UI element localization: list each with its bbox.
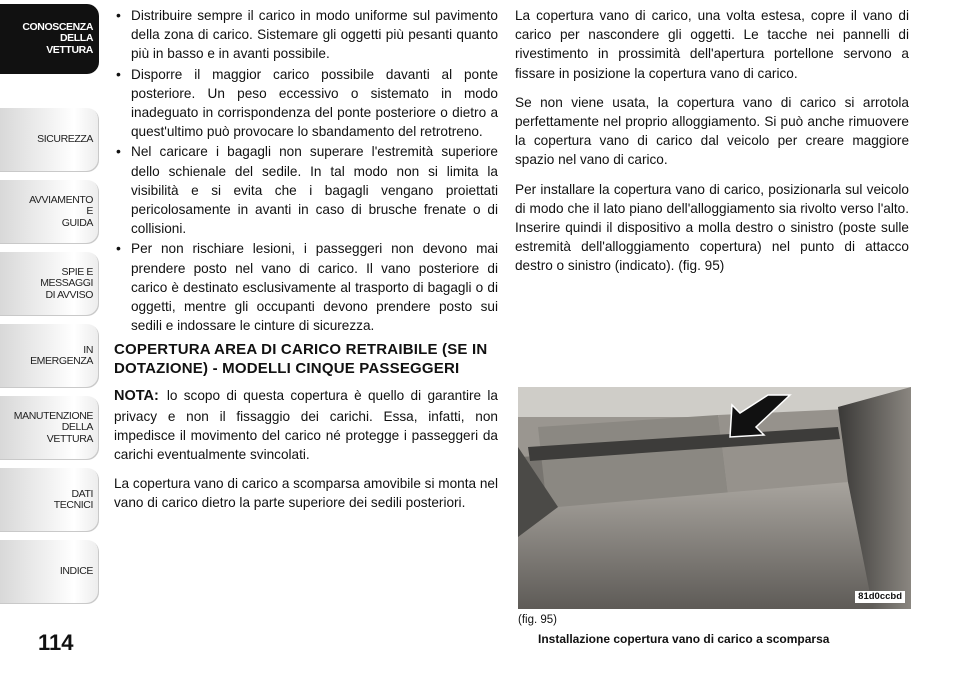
- tab-avviamento-e-guida[interactable]: [0, 180, 99, 244]
- tab-label: DATI TECNICI: [53, 487, 93, 511]
- figure-number: (fig. 95): [518, 614, 557, 626]
- list-item: • Nel caricare i bagagli non superare l'estremità superiore dello schienale del sedile. In tal modo non si limita la visibilità e si evita che i bagagli vengano proiettati pericolosamente in avanti in caso di brusche frenate o di collisioni.: [114, 142, 498, 238]
- tab-label: AVVIAMENTO E GUIDA: [29, 193, 93, 229]
- tab-label: INDICE: [59, 565, 93, 578]
- body-paragraph: Se non viene usata, la copertura vano di carico si arrotola perfettamente nel proprio alloggiamento. Si può anche rimuovere la copertura vano di carico dal veicolo per creare maggiore spazio nel vano di carico.: [515, 94, 909, 168]
- cargo-area-illustration: [518, 387, 911, 609]
- loading-guidelines-list: [114, 6, 498, 335]
- chapter-sidebar: [0, 0, 100, 678]
- tab-label: IN EMERGENZA: [30, 343, 93, 367]
- list-item: • Disporre il maggior carico possibile davanti al ponte posteriore. Un peso eccessivo o sistemato in modo inadeguato in corrispondenza del ponte posteriore o dietro a quest'ultimo può provocare lo sbandamento del retrotreno.: [114, 65, 498, 142]
- list-item: • Distribuire sempre il carico in modo uniforme sul pavimento della zona di carico. Sistemare gli oggetti più pesanti quanto più in basso e in avanti possibile.: [114, 6, 498, 64]
- note-label: NOTA:: [114, 388, 159, 405]
- figure-caption: Installazione copertura vano di carico a scomparsa: [538, 632, 830, 646]
- tab-label: MANUTENZIONE DELLA VETTURA: [13, 409, 93, 445]
- body-paragraph: La copertura vano di carico a scomparsa amovibile si monta nel vano di carico dietro la parte superiore dei sedili posteriori.: [114, 476, 498, 511]
- tab-manutenzione[interactable]: [0, 396, 99, 460]
- left-column: [114, 6, 498, 523]
- section-heading: COPERTURA AREA DI CARICO RETRAIBILE (SE IN DOTAZIONE) - MODELLI CINQUE PASSEGGERI: [114, 341, 488, 377]
- tab-sicurezza[interactable]: [0, 108, 99, 172]
- tab-spie-e-messaggi[interactable]: [0, 252, 99, 316]
- body-paragraph: Per installare la copertura vano di carico, posizionarla sul veicolo di modo che il lato piano dell'alloggiamento sia rivolto verso l'alto. Inserire quindi il dispositivo a molla destro o sinistro (poste sulle estremità dell'alloggiamento copertura) nel punto di attacco destro o sinistro (indicato). (fig. 95): [515, 181, 909, 274]
- cargo-cover-photo: [518, 387, 911, 609]
- right-column: [515, 6, 909, 286]
- page-number: 114: [38, 630, 74, 655]
- tab-label: CONOSCENZA DELLA VETTURA: [22, 20, 93, 56]
- figure-code: 81d0ccbd: [855, 591, 905, 603]
- tab-indice[interactable]: [0, 540, 99, 604]
- body-paragraph: La copertura vano di carico, una volta estesa, copre il vano di carico per nascondere gli oggetti. Le tacche nei pannelli di rivestimento in prossimità dell'apertura portellone servono a fissare in posizione la copertura vano di carico.: [515, 8, 909, 81]
- tab-label: SPIE E MESSAGGI DI AVVISO: [40, 265, 93, 301]
- tab-in-emergenza[interactable]: [0, 324, 99, 388]
- note-text: lo scopo di questa copertura è quello di garantire la privacy e non il fissaggio dei carichi. Essa, infatti, non impedisce il movimento del carico né protegge i passeggeri da carichi eventualmente svincolati.: [114, 388, 498, 463]
- note-paragraph: [114, 386, 498, 464]
- tab-conoscenza-della-vettura[interactable]: [0, 4, 99, 74]
- tab-dati-tecnici[interactable]: [0, 468, 99, 532]
- list-item: • Per non rischiare lesioni, i passeggeri non devono mai prendere posto nel vano di carico. Il vano posteriore di carico è destinato esclusivamente al trasporto di bagagli o di oggetti, mentre gli occupanti devono prendere posto sui sedili e indossare le cinture di sicurezza.: [114, 239, 498, 335]
- tab-label: SICUREZZA: [37, 133, 93, 146]
